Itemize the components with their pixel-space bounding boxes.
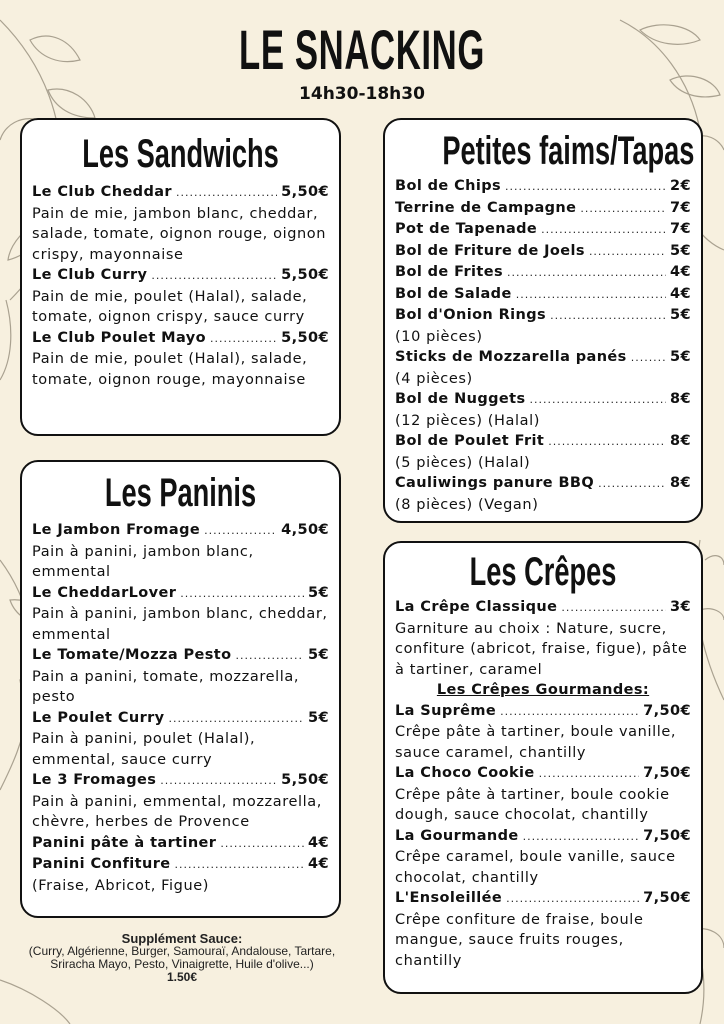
supplement-price: 1.50€	[166, 970, 198, 984]
menu-item	[395, 431, 691, 473]
item-price: 7,50€	[643, 827, 691, 844]
item-price: 5,50€	[281, 329, 329, 346]
item-price: 7,50€	[643, 702, 691, 719]
menu-item	[395, 305, 691, 347]
tapas-list	[395, 176, 691, 515]
menu-item	[32, 708, 329, 771]
menu-item	[32, 645, 329, 708]
menu-item	[32, 583, 329, 646]
item-name: Panini Confiture	[32, 856, 171, 872]
menu-item	[395, 389, 691, 431]
item-description: Crêpe pâte à tartiner, boule cookie dough, sauce chocolat, chantilly	[395, 786, 670, 823]
item-price: 8€	[670, 475, 691, 491]
item-price: 5€	[670, 242, 691, 259]
menu-item	[395, 284, 691, 306]
item-name: Cauliwings panure BBQ	[395, 475, 595, 491]
item-price: 5€	[670, 307, 691, 323]
menu-item	[395, 826, 691, 889]
item-price: 4€	[308, 856, 329, 872]
item-name: Le Club Curry	[32, 267, 148, 283]
item-price: 4€	[670, 264, 691, 280]
menu-item	[32, 182, 329, 265]
item-name: La Crêpe Classique	[395, 599, 558, 615]
item-name: Le CheddarLover	[32, 584, 177, 601]
item-price: 4€	[670, 285, 691, 302]
supplement-list: (Curry, Algérienne, Burger, Samouraï, Andalouse, Tartare, Sriracha Mayo, Pesto, Vinaigrette, Huile d'olive...)	[28, 944, 336, 971]
menu-item	[395, 198, 691, 220]
item-name: L'Ensoleillée	[395, 890, 503, 906]
item-name: Bol d'Onion Rings	[395, 307, 547, 323]
item-description: Garniture au choix : Nature, sucre, confiture (abricot, fraise, figue), pâte à tartiner, caramel	[395, 620, 688, 678]
item-description: Pain à panini, jambon blanc, emmental	[32, 543, 254, 580]
menu-item	[395, 176, 691, 198]
crepes-card	[383, 541, 703, 994]
sauce-supplement	[12, 932, 352, 984]
item-description: (4 pièces)	[395, 370, 473, 387]
item-description: Crêpe caramel, boule vanille, sauce chocolat, chantilly	[395, 849, 676, 886]
item-price: 4,50€	[281, 522, 329, 538]
page-title: LE SNACKING	[238, 18, 486, 81]
item-price: 5€	[308, 709, 329, 726]
item-description: Pain de mie, jambon blanc, cheddar, salade, tomate, oignon rouge, oignon crispy, mayonnaise	[32, 205, 327, 263]
supplement-title: Supplément Sauce:	[121, 931, 243, 946]
item-price: 7€	[670, 199, 691, 216]
item-price: 5€	[670, 349, 691, 365]
item-description: Pain de mie, poulet (Halal), salade, tomate, oignon crispy, sauce curry	[32, 288, 308, 325]
item-name: Le 3 Fromages	[32, 772, 157, 788]
item-name: Sticks de Mozzarella panés	[395, 349, 627, 365]
item-description: (Fraise, Abricot, Figue)	[32, 877, 210, 894]
tapas-card	[383, 118, 703, 523]
item-name: Le Tomate/Mozza Pesto	[32, 647, 232, 663]
item-name: Le Club Cheddar	[32, 184, 172, 200]
item-name: Le Poulet Curry	[32, 709, 165, 726]
item-name: Terrine de Campagne	[395, 199, 577, 216]
menu-item	[395, 888, 691, 971]
item-name: Le Club Poulet Mayo	[32, 329, 206, 346]
item-price: 5€	[308, 647, 329, 663]
item-name: Bol de Salade	[395, 285, 512, 302]
menu-item	[395, 347, 691, 389]
item-price: 5,50€	[281, 772, 329, 788]
item-name: La Choco Cookie	[395, 765, 535, 781]
menu-item	[395, 597, 691, 680]
opening-hours: 14h30-18h30	[299, 84, 425, 104]
menu-item	[395, 262, 691, 284]
item-name: La Suprême	[395, 702, 497, 719]
item-description: Pain de mie, poulet (Halal), salade, tomate, oignon rouge, mayonnaise	[32, 351, 308, 388]
item-price: 7,50€	[643, 890, 691, 906]
menu-item	[395, 763, 691, 826]
item-description: (5 pièces) (Halal)	[395, 454, 531, 471]
item-price: 7,50€	[643, 765, 691, 781]
item-price: 2€	[670, 178, 691, 194]
item-price: 5€	[308, 584, 329, 601]
paninis-heading: Les Paninis	[104, 471, 257, 515]
item-name: Bol de Friture de Joels	[395, 242, 585, 259]
item-description: Pain à panini, poulet (Halal), emmental, sauce curry	[32, 731, 256, 768]
menu-item	[32, 833, 329, 855]
item-name: La Gourmande	[395, 827, 519, 844]
item-description: Pain à panini, emmental, mozzarella, chèvre, herbes de Provence	[32, 793, 322, 830]
item-description: Pain à panini, jambon blanc, cheddar, emmental	[32, 606, 328, 643]
paninis-list	[32, 520, 329, 896]
item-name: Pot de Tapenade	[395, 221, 538, 237]
menu-item	[32, 770, 329, 833]
menu-item	[395, 219, 691, 241]
menu-item	[32, 265, 329, 328]
menu-item	[395, 241, 691, 263]
item-name: Panini pâte à tartiner	[32, 834, 217, 851]
item-description: Crêpe confiture de fraise, boule mangue, sauce fruits rouges, chantilly	[395, 911, 644, 969]
crepes-heading: Les Crêpes	[469, 550, 617, 594]
item-description: (12 pièces) (Halal)	[395, 412, 541, 429]
item-price: 5,50€	[281, 267, 329, 283]
item-name: Bol de Poulet Frit	[395, 433, 545, 449]
tapas-heading: Petites faims/Tapas	[442, 129, 695, 173]
paninis-card	[20, 460, 341, 918]
sandwichs-list	[32, 182, 329, 390]
menu-item	[395, 701, 691, 764]
item-price: 8€	[670, 433, 691, 449]
item-name: Bol de Nuggets	[395, 391, 526, 407]
sandwichs-card	[20, 118, 341, 436]
item-name: Bol de Frites	[395, 264, 503, 280]
gourmandes-subheading: Les Crêpes Gourmandes:	[436, 682, 650, 698]
item-price: 7€	[670, 221, 691, 237]
item-price: 5,50€	[281, 184, 329, 200]
menu-item	[32, 520, 329, 583]
item-name: Bol de Chips	[395, 178, 502, 194]
menu-item	[395, 473, 691, 515]
item-name: Le Jambon Fromage	[32, 522, 201, 538]
menu-item	[32, 328, 329, 391]
item-price: 3€	[670, 599, 691, 615]
sandwichs-heading: Les Sandwichs	[82, 132, 279, 176]
crepes-list	[395, 597, 691, 971]
item-description: Pain a panini, tomate, mozzarella, pesto	[32, 668, 300, 705]
item-price: 8€	[670, 391, 691, 407]
item-description: (8 pièces) (Vegan)	[395, 496, 539, 513]
menu-item	[32, 854, 329, 896]
item-description: (10 pièces)	[395, 328, 483, 345]
item-description: Crêpe pâte à tartiner, boule vanille, sauce caramel, chantilly	[395, 724, 677, 761]
item-price: 4€	[308, 834, 329, 851]
